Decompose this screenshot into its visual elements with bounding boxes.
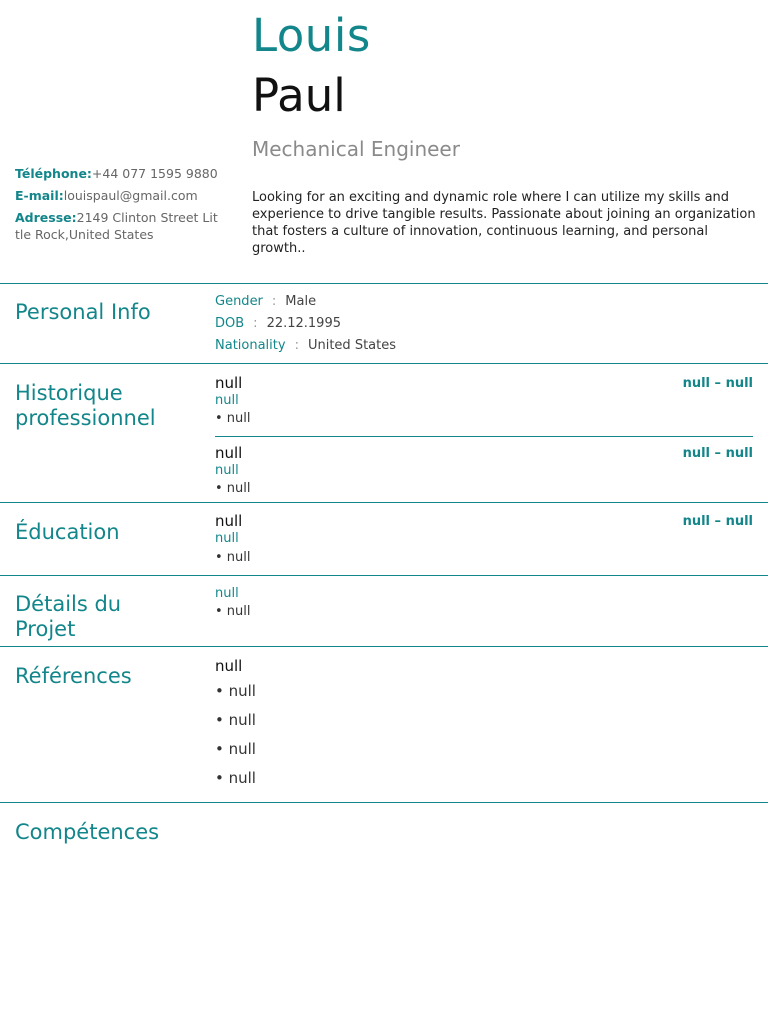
work-item-bullet: • null <box>215 411 251 426</box>
projects-title: Détails du Projet <box>15 592 122 641</box>
last-name: Paul <box>252 69 346 122</box>
work-item-subtitle: null <box>215 463 239 478</box>
section-divider <box>0 363 768 364</box>
section-divider <box>0 283 768 284</box>
reference-heading: null <box>215 657 243 675</box>
work-history-title: Historique professionnel <box>15 381 156 430</box>
job-title: Mechanical Engineer <box>252 137 460 161</box>
project-item-bullet: • null <box>215 604 251 619</box>
email-value: louispaul@gmail.com <box>63 188 198 203</box>
info-value: United States <box>307 338 396 353</box>
info-value: Male <box>285 294 317 309</box>
info-separator: : <box>294 338 299 353</box>
contact-email <box>15 187 220 204</box>
skills-title: Compétences <box>15 820 160 844</box>
info-key: Nationality <box>215 338 286 353</box>
info-key: DOB <box>215 316 245 331</box>
work-item-date: null – null <box>682 376 753 391</box>
references-title: Références <box>15 664 132 688</box>
section-divider <box>0 575 768 576</box>
phone-label: Téléphone: <box>15 166 92 181</box>
info-row-nationality <box>215 337 396 355</box>
education-title: Éducation <box>15 520 120 544</box>
personal-info-title: Personal Info <box>15 300 151 324</box>
phone-value: +44 077 1595 9880 <box>91 166 218 181</box>
education-item-subtitle: null <box>215 531 239 546</box>
info-separator: : <box>253 316 258 331</box>
address-value: 2149 Clinton Street Little Rock,United States <box>15 210 218 242</box>
reference-bullet: • null <box>215 740 256 758</box>
education-item-bullet: • null <box>215 550 251 565</box>
section-divider <box>0 646 768 647</box>
reference-bullet: • null <box>215 711 256 729</box>
contact-address <box>15 209 220 243</box>
work-item-date: null – null <box>682 446 753 461</box>
education-item-date: null – null <box>682 514 753 529</box>
item-divider <box>215 436 753 437</box>
email-label: E-mail: <box>15 188 64 203</box>
work-item-bullet: • null <box>215 481 251 496</box>
info-value: 22.12.1995 <box>266 316 341 331</box>
contact-phone <box>15 165 220 182</box>
address-label: Adresse: <box>15 210 77 225</box>
first-name: Louis <box>252 9 371 62</box>
profile-summary: Looking for an exciting and dynamic role where I can utilize my skills and experience to drive tangible results. Passionate about joining an organization that fosters a culture of innovation, continuous learning, and personal growth.. <box>252 190 756 256</box>
reference-bullet: • null <box>215 769 256 787</box>
reference-bullet: • null <box>215 682 256 700</box>
section-divider <box>0 802 768 803</box>
work-item-title: null <box>215 444 243 462</box>
work-item-title: null <box>215 374 243 392</box>
work-item-subtitle: null <box>215 393 239 408</box>
info-row-dob <box>215 315 341 333</box>
section-divider <box>0 502 768 503</box>
education-item-title: null <box>215 512 243 530</box>
info-separator: : <box>271 294 277 309</box>
info-row-gender <box>215 293 316 311</box>
info-key: Gender <box>215 294 263 309</box>
project-item-subtitle: null <box>215 586 239 601</box>
